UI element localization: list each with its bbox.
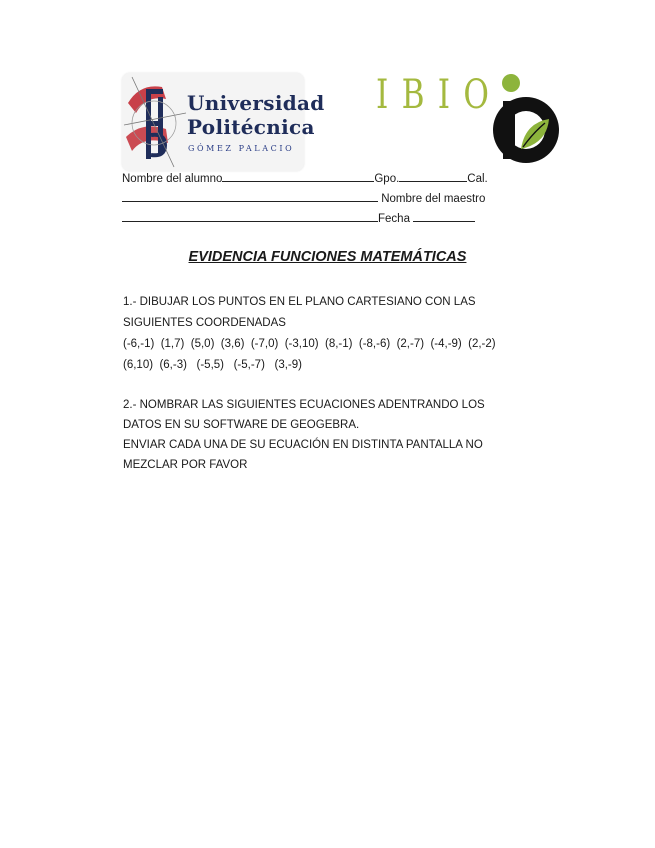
misc-field[interactable] bbox=[122, 210, 378, 222]
student-name-label: Nombre del alumno bbox=[122, 173, 223, 185]
points-row-2 bbox=[123, 359, 302, 371]
group-field[interactable] bbox=[399, 170, 467, 182]
student-name-field[interactable] bbox=[222, 170, 374, 182]
point: (2,-2) bbox=[468, 338, 496, 350]
point: (5,0) bbox=[190, 338, 215, 350]
section2-line2: DATOS EN SU SOFTWARE DE GEOGEBRA. bbox=[123, 419, 360, 431]
university-name-line2: Politécnica bbox=[187, 115, 315, 139]
point: (-4,-9) bbox=[430, 338, 462, 350]
ibio-wordmark: IBIO bbox=[376, 72, 503, 118]
date-field[interactable] bbox=[413, 210, 475, 222]
point: (-7,0) bbox=[250, 338, 279, 350]
grade-label: Cal. bbox=[467, 173, 488, 185]
point: (6,-3) bbox=[159, 359, 187, 371]
teacher-name-label: Nombre del maestro bbox=[381, 193, 486, 205]
points-row-1 bbox=[123, 338, 496, 350]
section1-line1: 1.- DIBUJAR LOS PUNTOS EN EL PLANO CARTESIANO CON LAS bbox=[123, 296, 476, 308]
point: (6,10) bbox=[123, 359, 154, 371]
point: (-8,-6) bbox=[358, 338, 391, 350]
point: (2,-7) bbox=[396, 338, 425, 350]
date-label: Fecha bbox=[378, 213, 410, 225]
section2-line3: ENVIAR CADA UNA DE SU ECUACIÓN EN DISTINTA PANTALLA NO bbox=[123, 439, 483, 451]
student-name-line bbox=[122, 170, 488, 185]
point: (3,-9) bbox=[274, 359, 302, 371]
point: (8,-1) bbox=[324, 338, 353, 350]
ibio-emblem-icon bbox=[485, 73, 567, 169]
group-label: Gpo. bbox=[374, 173, 400, 185]
university-logo bbox=[122, 73, 325, 171]
point: (3,6) bbox=[220, 338, 245, 350]
section2-line4: MEZCLAR POR FAVOR bbox=[123, 459, 248, 471]
university-monogram-icon bbox=[122, 73, 188, 171]
point: (-5,5) bbox=[196, 359, 224, 371]
section2-line1: 2.- NOMBRAR LAS SIGUIENTES ECUACIONES ADENTRANDO LOS bbox=[123, 399, 485, 411]
section1-line2: SIGUIENTES COORDENADAS bbox=[123, 317, 286, 329]
teacher-name-field[interactable] bbox=[122, 190, 378, 202]
teacher-name-line bbox=[122, 190, 485, 205]
university-name-line1: Universidad bbox=[187, 91, 325, 115]
point: (-5,-7) bbox=[233, 359, 265, 371]
point: (-3,10) bbox=[284, 338, 319, 350]
university-name-line3: GÓMEZ PALACIO bbox=[188, 144, 295, 153]
point: (-6,-1) bbox=[123, 338, 155, 350]
date-line bbox=[122, 210, 475, 225]
document-title: EVIDENCIA FUNCIONES MATEMÁTICAS bbox=[188, 249, 467, 265]
point: (1,7) bbox=[160, 338, 185, 350]
